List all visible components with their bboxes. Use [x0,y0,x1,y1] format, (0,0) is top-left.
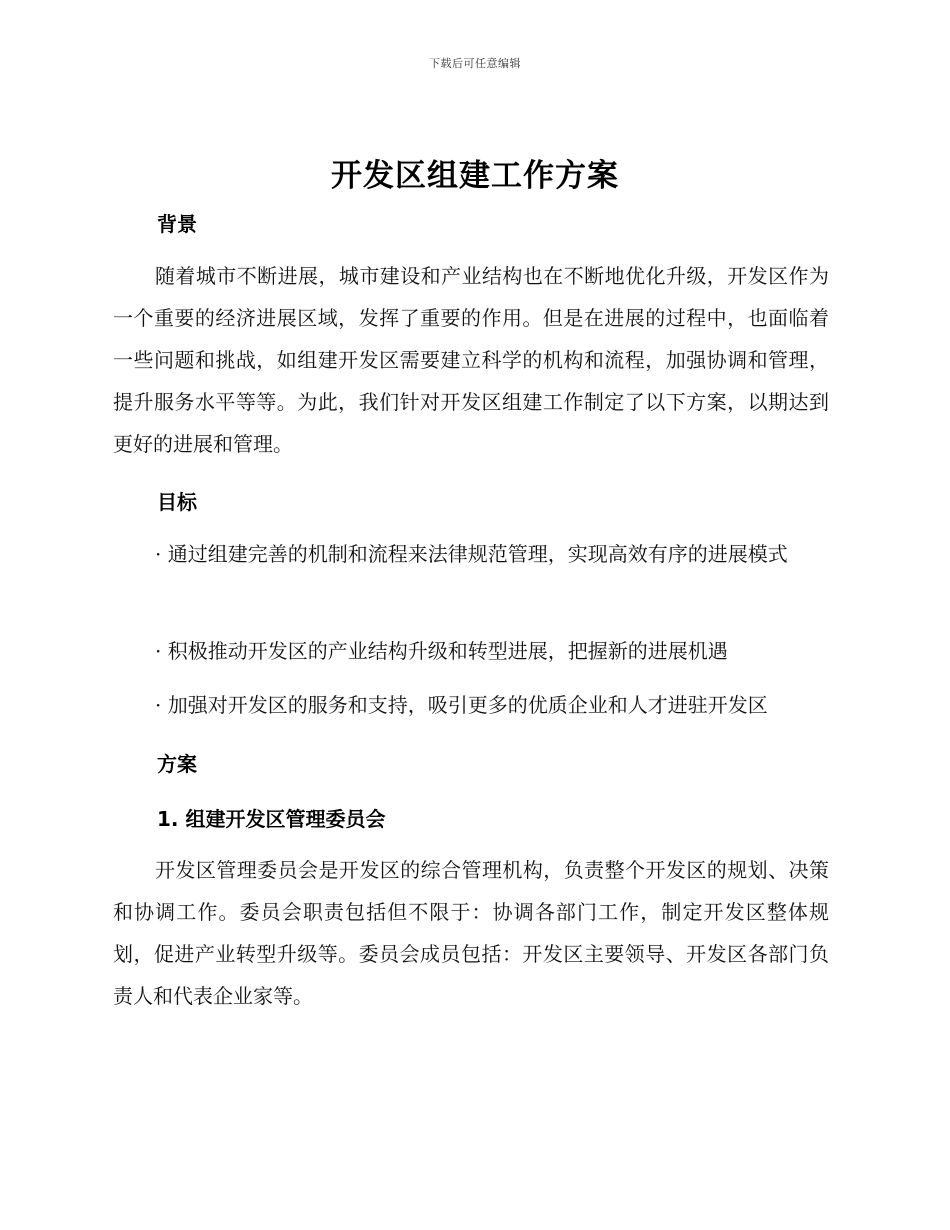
subsection-heading-committee: 1. 组建开发区管理委员会 [157,807,386,831]
goals-item-3-block [113,684,829,726]
background-heading-block [113,208,829,237]
background-paragraph: 随着城市不断进展，城市建设和产业结构也在不断地优化升级，开发区作为一个重要的经济进展区域，发挥了重要的作用。但是在进展的过程中，也面临着一些问题和挑战，如组建开发区需要建立科学的机构和流程，加强协调和管理，提升服务水平等等。为此，我们针对开发区组建工作制定了以下方案，以期达到更好的进展和管理。 [113,264,829,456]
background-paragraph-block [113,255,829,465]
section-heading-plan: 方案 [157,752,197,776]
plan-heading-block [113,748,829,777]
goals-item-2-block [113,630,829,672]
plan-subheading-block [113,803,829,832]
goal-item: · 积极推动开发区的产业结构升级和转型进展，把握新的进展机遇 [155,639,728,663]
plan-paragraph-block [113,849,829,1017]
committee-paragraph: 开发区管理委员会是开发区的综合管理机构，负责整个开发区的规划、决策和协调工作。委员会职责包括但不限于：协调各部门工作，制定开发区整体规划，促进产业转型升级等。委员会成员包括：开发区主要领导、开发区各部门负责人和代表企业家等。 [113,858,829,1008]
section-heading-background: 背景 [157,212,197,236]
document-title: 开发区组建工作方案 [331,158,619,194]
goals-item-1-block [113,533,829,575]
goal-item: · 加强对开发区的服务和支持，吸引更多的优质企业和人才进驻开发区 [155,693,768,717]
goal-item: · 通过组建完善的机制和流程来法律规范管理，实现高效有序的进展模式 [155,542,788,566]
section-heading-goals: 目标 [157,490,197,514]
goals-heading-block [113,486,829,515]
header-note: 下载后可任意编辑 [429,57,521,70]
